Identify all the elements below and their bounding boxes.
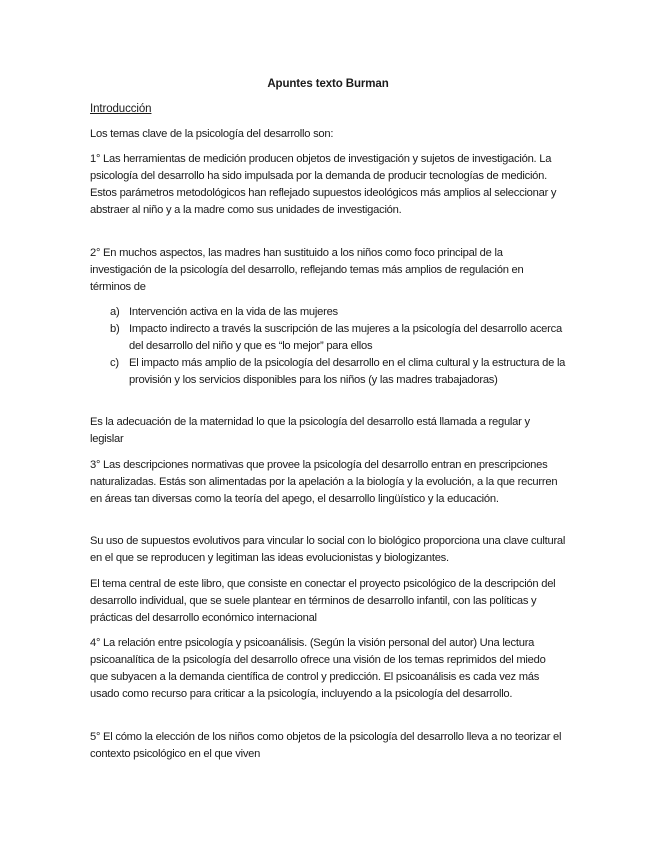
paragraph-8: 5° El cómo la elección de los niños como objetos de la psicología del desarrollo lleva a no teorizar el contexto psicológico en el que viven (90, 731, 562, 760)
paragraph-7: 4° La relación entre psicología y psicoanálisis. (Según la visión personal del autor) Una lectura psicoanalítica de la psicología del desarrollo ofrece una visión de los temas reprimidos del miedo que subyacen a la demanda científica de control y predicción. El psicoanálisis es cada vez más usado como recurso para criticar a la psicología, incluyendo a la psicología del desarrollo. (90, 637, 546, 700)
list-marker: b) (110, 323, 120, 335)
list-item (110, 355, 566, 389)
paragraph-5: Su uso de supuestos evolutivos para vincular lo social con lo biológico proporciona una clave cultural en el que se reproducen y legitiman las ideas evolucionistas y biologizantes. (90, 535, 566, 564)
section-heading: Introducción (90, 103, 152, 115)
list-item (110, 304, 566, 321)
paragraph-1: 1° Las herramientas de medición producen objetos de investigación y sujetos de investigación. La psicología del desarrollo ha sido impulsada por la demanda de producir tecnologías de medición. Estos parámetros metodológicos han reflejado supuestos ideológicos más amplios al seleccionar y abstraer al niño y a la madre como sus unidades de investigación. (90, 153, 557, 216)
list-item-text: Impacto indirecto a través la suscripción de las mujeres a la psicología del desarrollo acerca del desarrollo del niño y que es “lo mejor” para ellos (129, 323, 562, 352)
intro-paragraph: Los temas clave de la psicología del desarrollo son: (90, 128, 334, 140)
list-item-text: El impacto más amplio de la psicología del desarrollo en el clima cultural y la estructura de la provisión y los servicios disponibles para los niños (y las madres trabajadoras) (129, 357, 566, 386)
paragraph-3: Es la adecuación de la maternidad lo que la psicología del desarrollo está llamada a regular y legislar (90, 416, 530, 445)
list-item-text: Intervención activa en la vida de las mujeres (129, 306, 338, 318)
paragraph-6: El tema central de este libro, que consiste en conectar el proyecto psicológico de la descripción del desarrollo individual, que se suele plantear en términos de desarrollo infantil, con las políticas y prácticas del desarrollo económico internacional (90, 578, 556, 624)
paragraph-2: 2° En muchos aspectos, las madres han sustituido a los niños como foco principal de la investigación de la psicología del desarrollo, reflejando temas más amplios de regulación en términos de (90, 247, 524, 293)
list-marker: a) (110, 306, 120, 318)
regulation-list (110, 304, 566, 389)
list-item (110, 321, 566, 355)
paragraph-4: 3° Las descripciones normativas que provee la psicología del desarrollo entran en prescripciones naturalizadas. Estás son alimentadas por la apelación a la biología y la evolución, a la que recurren en áreas tan diversas como la teoría del apego, el desarrollo lingüístico y la educación. (90, 459, 558, 505)
list-marker: c) (110, 357, 119, 369)
document-title: Apuntes texto Burman (267, 78, 389, 90)
